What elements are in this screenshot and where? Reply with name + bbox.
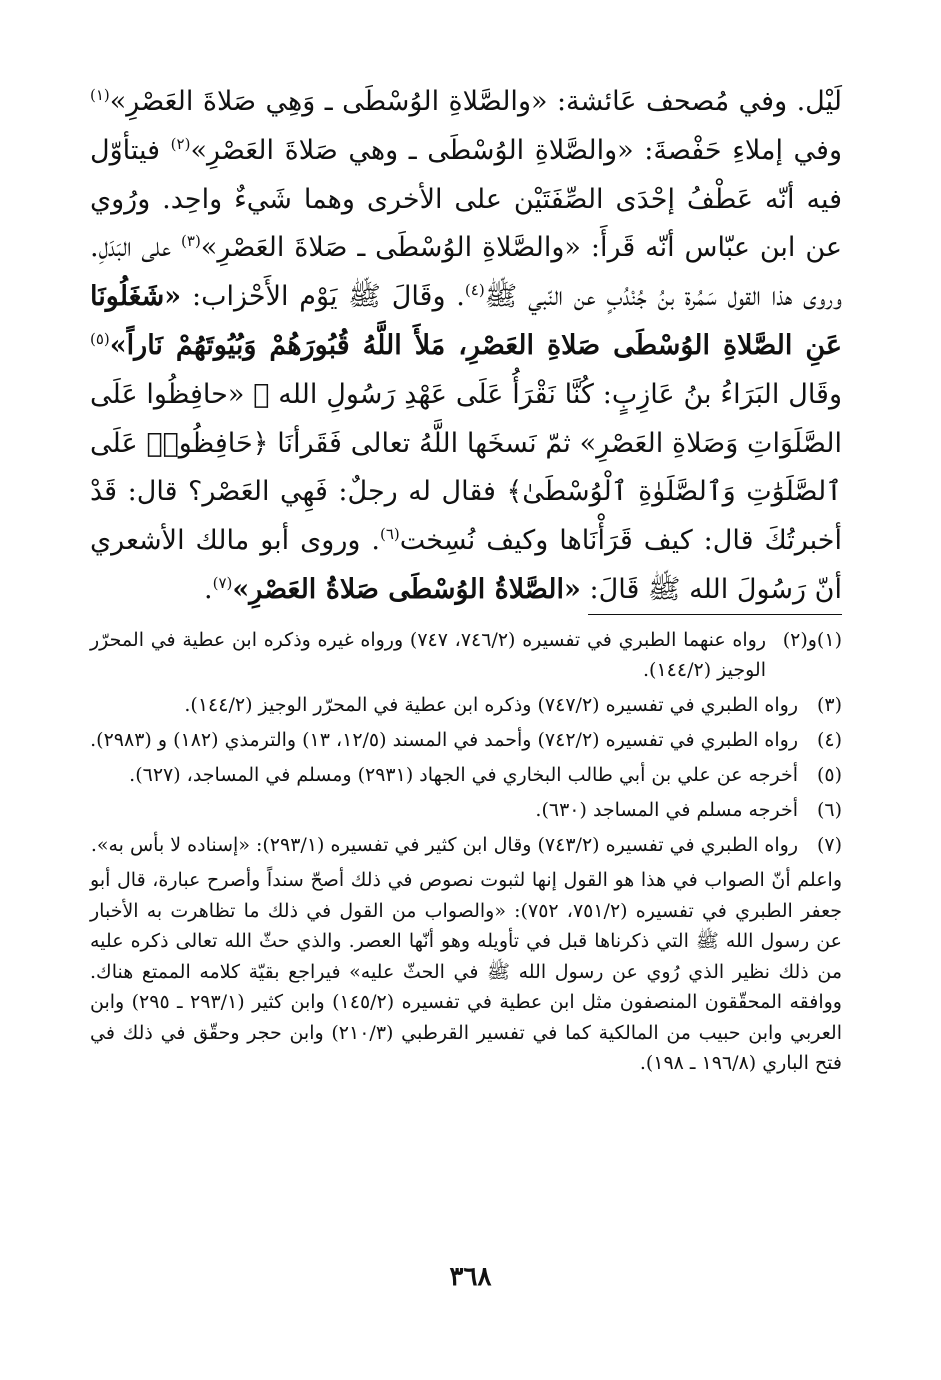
- footnote-item: [90, 625, 842, 685]
- text-run: لَيْل. وفي مُصحف عَائشة: «والصَّلاةِ الوُسْطَى ـ وَهِي صَلاةَ العَصْرِ»: [109, 86, 842, 117]
- footnotes: [90, 625, 842, 1079]
- footnote-number: (١)و(٢): [782, 629, 842, 651]
- footnote-ref-2[interactable]: (٢): [170, 134, 191, 153]
- footnote-number: (٤): [816, 729, 842, 751]
- footnote-item: [90, 760, 842, 790]
- footnote-text: أخرجه مسلم في المساجد (٦٣٠).: [535, 799, 798, 821]
- footnote-item: [90, 795, 842, 825]
- footnote-number: (٦): [816, 799, 842, 821]
- text-run: . وروى أبو مالك الأشعري أنّ رَسُولَ الله ﷺ قَالَ:: [90, 525, 842, 605]
- footnote-number: (٥): [816, 764, 842, 786]
- footnote-number: (٣): [816, 694, 842, 716]
- footnote-item: [90, 725, 842, 755]
- footnote-separator: [588, 614, 842, 615]
- text-run: . وقَالَ ﷺ يَوْم الأَحْزاب:: [181, 281, 465, 313]
- footnote-ref-5[interactable]: (٥): [90, 329, 110, 348]
- text-run: وقَال البَرَاءُ بنُ عَازِبٍ: كُنَّا نَقْرَأُ عَلَى عَهْدِ رَسُولِ الله ﷺ «حافِظُوا عَلَى الصَّلَوَاتِ وَصَلاةِ العَصْرِ» ثمّ نَسخَها اللَّهُ تعالى فَقَرأنَا ﴿حَافِظُوا۟ عَلَى ٱلصَّلَوَٰتِ وَٱلصَّلَوٰةِ ٱلْوُسْطَىٰ﴾ فقال له رجلٌ: فَهِي العَصْر؟ قال: قَدْ أخبرتُكَ قال: كيف قَرَأْنَاها وكيف نُسِخت: [90, 378, 842, 557]
- text-run: فيتأوّل فيه أنّه عَطْفُ إحْدَى الصِّفَتَيْن على الأخرى وهما شَيءٌ واحِد. ورُوي عن ابن عبّاس أنّه قَرأَ: «والصَّلاةِ الوُسْطَى ـ صَلاةَ العَصْرِ»: [90, 134, 842, 264]
- footnote-number: (٧): [816, 834, 842, 856]
- footnote-ref-6[interactable]: (٦): [379, 525, 400, 544]
- footnote-ref-4[interactable]: (٤): [464, 281, 485, 300]
- footnote-text: رواه الطبري في تفسيره (٧٤٢/٢) وأحمد في المسند (١٢/٥، ١٣) والترمذي (١٨٢) و (٢٩٨٣).: [90, 729, 798, 751]
- hadith-quote-bold: «الصَّلاةُ الوُسْطَى صَلاةُ العَصْرِ»: [232, 573, 581, 605]
- body-paragraph: [90, 78, 842, 615]
- text-run: .: [203, 573, 213, 605]
- text-run: على البَدَلِ. وروى هذا القول سَمُرة بنُ جُنْدُبٍ عن النّبي ﷺ: [90, 232, 842, 313]
- footnote-item: [90, 830, 842, 860]
- footnote-ref-7[interactable]: (٧): [212, 573, 233, 592]
- page-number: ٣٦٨: [449, 1262, 492, 1292]
- footnote-ref-3[interactable]: (٣): [181, 232, 201, 251]
- footnote-text: رواه الطبري في تفسيره (٧٤٣/٢) وقال ابن كثير في تفسيره (٢٩٣/١): «إسناده لا بأس به».: [90, 834, 798, 856]
- footnote-text: رواه الطبري في تفسيره (٧٤٧/٢) وذكره ابن عطية في المحرّر الوجيز (١٤٤/٢).: [184, 694, 798, 716]
- main-text: [90, 78, 842, 615]
- text-run: وفي إملاءِ حَفْصةَ: «والصَّلاةِ الوُسْطَى ـ وهي صَلاةَ العَصْرِ»: [190, 134, 842, 166]
- footnote-item: [90, 690, 842, 720]
- footnote-ref-1[interactable]: (١): [90, 86, 110, 104]
- footnote-commentary: واعلم أنّ الصواب في هذا هو القول إنها لثبوت نصوص في ذلك أصحّ سنداً وأصرح عبارة، قال أبو جعفر الطبري في تفسيره (٧٥١/٢، ٧٥٢): «والصواب من القول في ذلك ما تظاهرت به الأخبار عن رسول الله ﷺ التي ذكرناها قبل في تأويله وهو أنّها العصر. والذي حثّ الله تعالى ذكره عليه من ذلك نظير الذي رُوي عن رسول الله ﷺ في الحثّ عليه» فيراجع بقيّة كلامه الممتع هناك. ووافقه المحقّقون المنصفون مثل ابن عطية في تفسيره (١٤٥/٢) وابن كثير (٢٩٣/١ ـ ٢٩٥) وابن العربي وابن حبيب من المالكية كما في تفسير القرطبي (٢١٠/٣) وابن حجر وحقّق في ذلك في فتح الباري (١٩٦/٨ ـ ١٩٨).: [90, 869, 843, 1074]
- footnote-text: أخرجه عن علي بن أبي طالب البخاري في الجهاد (٢٩٣١) ومسلم في المساجد، (٦٢٧).: [129, 764, 798, 786]
- footnote-text: رواه عنهما الطبري في تفسيره (٧٤٦/٢، ٧٤٧) ورواه غيره وذكره ابن عطية في المحرّر الوجيز (١٤٤/٢).: [90, 629, 766, 681]
- hadith-quote-bold: «شَغَلُونَا عَنِ الصَّلاةِ الوُسْطَى صَلاةِ العَصْرِ، مَلأَ اللَّهُ قُبُورَهُمْ وَبُيُوتَهُمْ نَاراً»: [90, 281, 842, 361]
